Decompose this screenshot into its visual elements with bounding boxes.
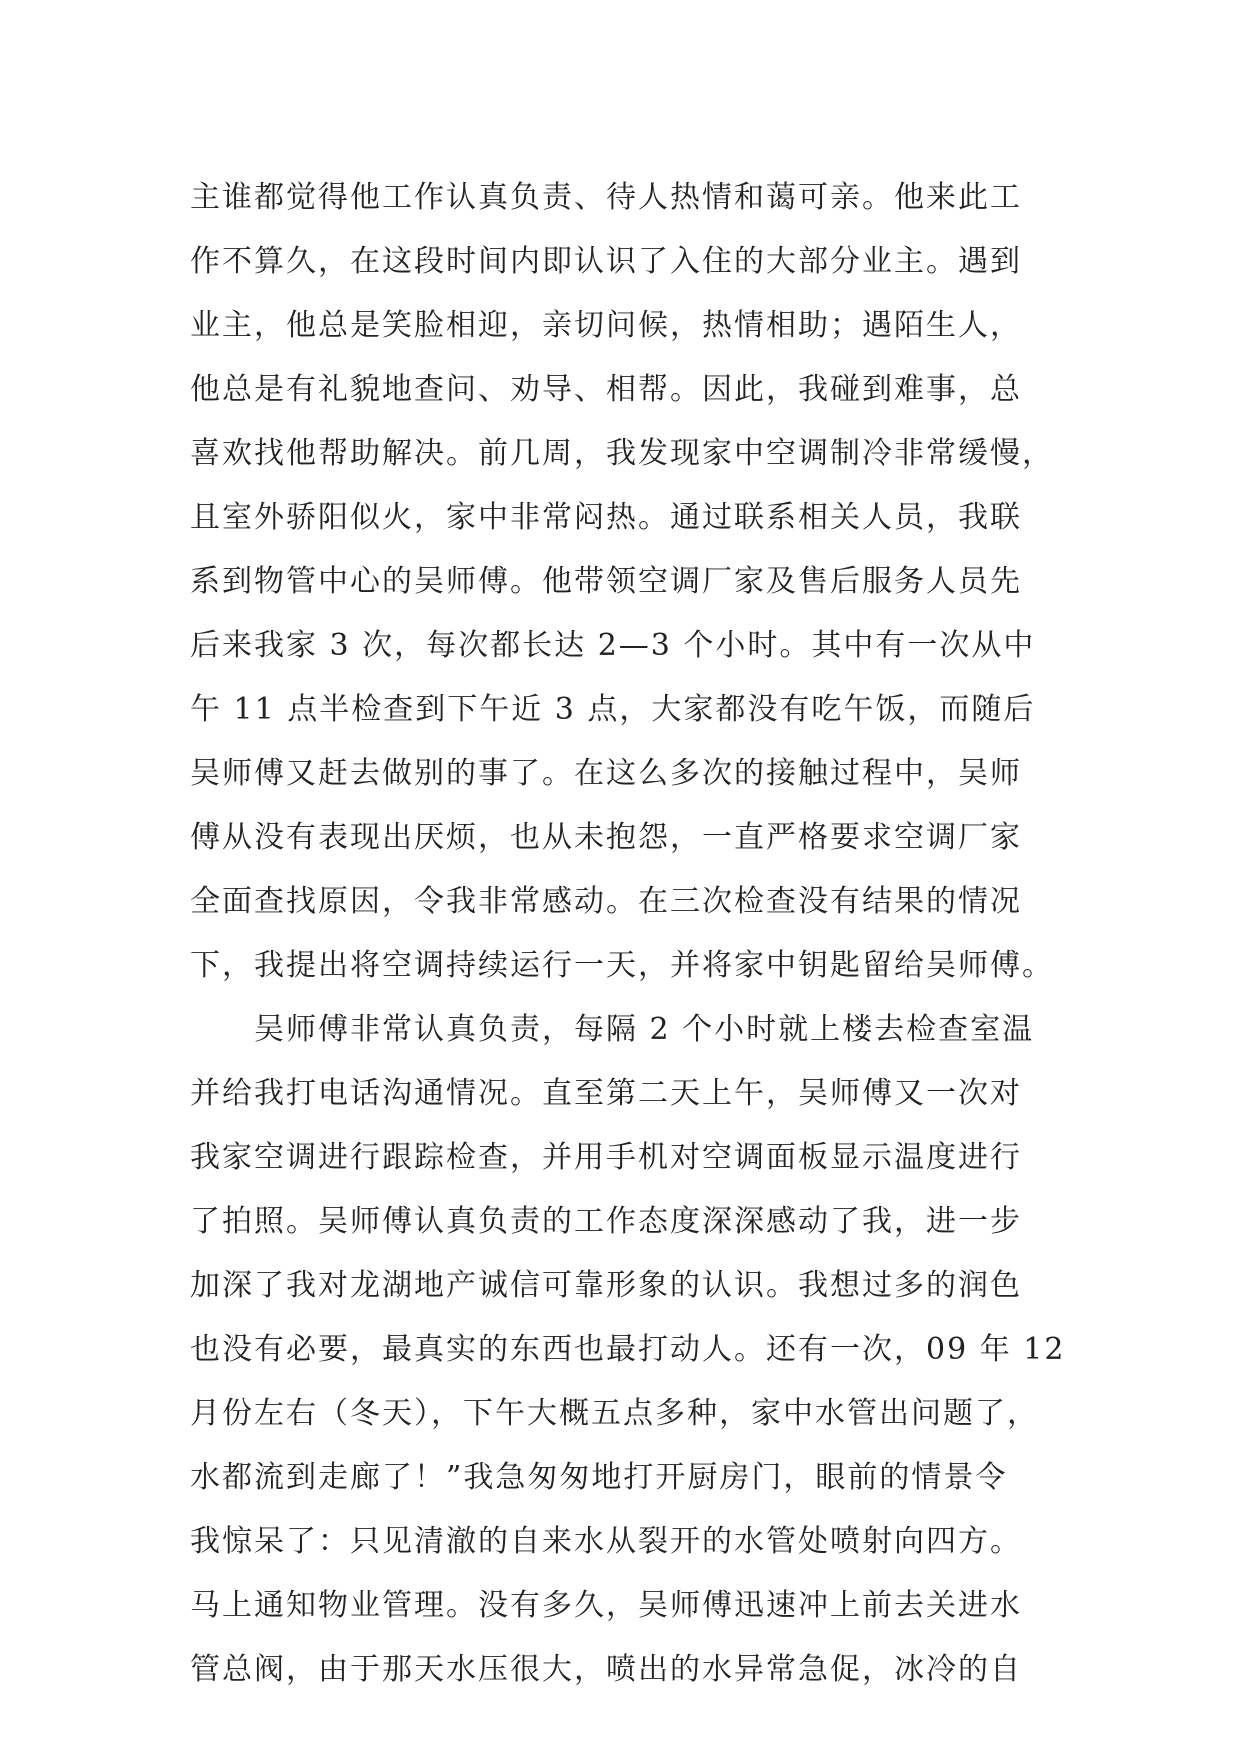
text-line: 也没有必要，最真实的东西也最打动人。还有一次，09 年 12 [190,1332,1066,1367]
text-line: 我家空调进行跟踪检查，并用手机对空调面板显示温度进行 [190,1140,1022,1175]
text-line: 业主，他总是笑脸相迎，亲切问候，热情相助；遇陌生人， [190,308,1022,343]
text-line: 吴师傅又赶去做别的事了。在这么多次的接触过程中，吴师 [190,756,1022,791]
text-line: 月份左右（冬天），下午大概五点多种，家中水管出问题了， [190,1396,1039,1431]
text-line: 作不算久，在这段时间内即认识了入住的大部分业主。遇到 [190,244,1022,279]
text-line: 系到物管中心的吴师傅。他带领空调厂家及售后服务人员先 [190,564,1022,599]
text-line: 了拍照。吴师傅认真负责的工作态度深深感动了我，进一步 [190,1204,1022,1239]
text-line: 午 11 点半检查到下午近 3 点，大家都没有吃午饭，而随后 [190,692,1036,727]
text-line: 他总是有礼貌地查问、劝导、相帮。因此，我碰到难事，总 [190,372,1022,407]
paragraph-start-line: 吴师傅非常认真负责，每隔 2 个小时就上楼去检查室温 [190,1012,1035,1047]
text-line: 喜欢找他帮助解决。前几周，我发现家中空调制冷非常缓慢， [190,436,1054,471]
text-line: 傅从没有表现出厌烦，也从未抱怨，一直严格要求空调厂家 [190,820,1022,855]
text-line: 主谁都觉得他工作认真负责、待人热情和蔼可亲。他来此工 [190,180,1022,215]
text-line: 全面查找原因，令我非常感动。在三次检查没有结果的情况 [190,884,1022,919]
text-line: 且室外骄阳似火，家中非常闷热。通过联系相关人员，我联 [190,500,1022,535]
text-line: 加深了我对龙湖地产诚信可靠形象的认识。我想过多的润色 [190,1268,1022,1303]
text-line: 水都流到走廊了！”我急匆匆地打开厨房门，眼前的情景令 [190,1460,1008,1495]
text-line: 后来我家 3 次，每次都长达 2—3 个小时。其中有一次从中 [190,628,1036,663]
text-line: 管总阀，由于那天水压很大，喷出的水异常急促，冰冷的自 [190,1652,1022,1687]
body-text [190,166,1070,1702]
text-line: 我惊呆了：只见清澈的自来水从裂开的水管处喷射向四方。 [190,1524,1022,1559]
text-line: 并给我打电话沟通情况。直至第二天上午，吴师傅又一次对 [190,1076,1022,1111]
text-line: 下，我提出将空调持续运行一天，并将家中钥匙留给吴师傅。 [190,948,1054,983]
text-line: 马上通知物业管理。没有多久，吴师傅迅速冲上前去关进水 [190,1588,1022,1623]
